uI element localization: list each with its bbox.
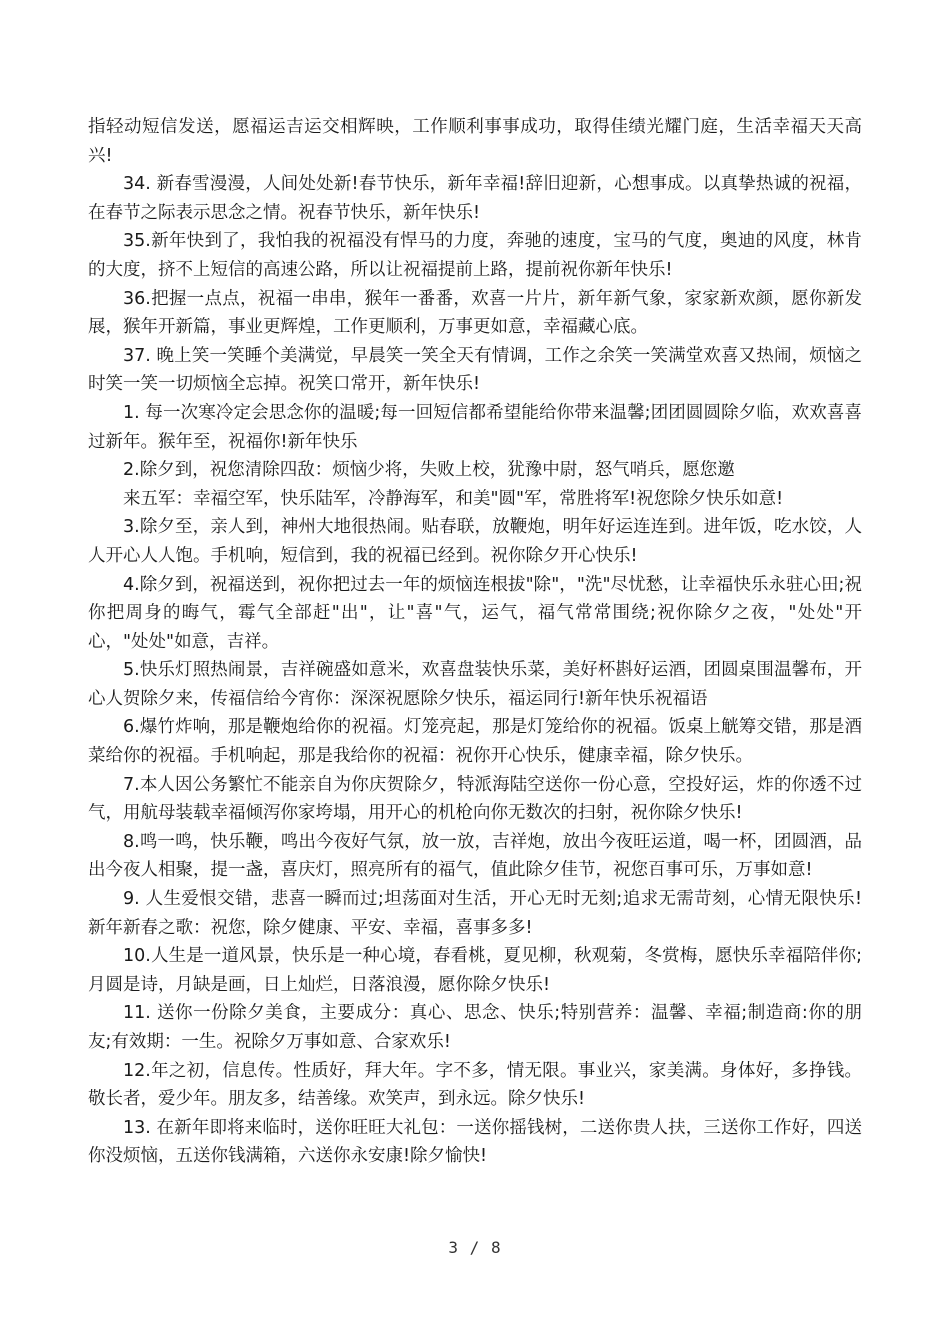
paragraph: 10.人生是一道风景，快乐是一种心境，春看桃，夏见柳，秋观菊，冬赏梅，愿快乐幸福陪伴你;月圆是诗，月缺是画，日上灿烂，日落浪漫，愿你除夕快乐! [88, 946, 862, 995]
paragraph: 34. 新春雪漫漫，人间处处新!春节快乐，新年幸福!辞旧迎新，心想事成。以真挚热诚的祝福，在春节之际表示思念之情。祝春节快乐，新年快乐! [88, 174, 862, 223]
paragraph: 2.除夕到，祝您清除四敌：烦恼少将，失败上校，犹豫中尉，怒气哨兵，愿您邀 [123, 460, 735, 481]
page-number: 3 / 8 [448, 1238, 502, 1257]
paragraph: 7.本人因公务繁忙不能亲自为你庆贺除夕，特派海陆空送你一份心意，空投好运，炸的你透不过气，用航母装载幸福倾泻你家垮塌，用开心的机枪向你无数次的扫射，祝你除夕快乐! [88, 774, 862, 824]
paragraph: 9. 人生爱恨交错，悲喜一瞬而过;坦荡面对生活，开心无时无刻;追求无需苛刻，心情无限快乐!新年新春之歌：祝您，除夕健康、平安、幸福，喜事多多! [88, 889, 862, 938]
paragraph: 37. 晚上笑一笑睡个美满觉，早晨笑一笑全天有情调，工作之余笑一笑满堂欢喜又热闹，烦恼之时笑一笑一切烦恼全忘掉。祝笑口常开，新年快乐! [88, 345, 862, 395]
paragraph: 6.爆竹炸响，那是鞭炮给你的祝福。灯笼亮起，那是灯笼给你的祝福。饭桌上觥筹交错，那是酒菜给你的祝福。手机响起，那是我给你的祝福：祝你开心快乐，健康幸福，除夕快乐。 [88, 717, 862, 767]
paragraph: 指轻动短信发送，愿福运吉运交相辉映，工作顺利事事成功，取得佳绩光耀门庭，生活幸福天天高兴! [88, 117, 862, 166]
paragraph: 35.新年快到了，我怕我的祝福没有悍马的力度，奔驰的速度，宝马的气度，奥迪的风度，林肯的大度，挤不上短信的高速公路，所以让祝福提前上路，提前祝你新年快乐! [88, 231, 862, 280]
paragraph: 8.鸣一鸣，快乐鞭，鸣出今夜好气氛，放一放，吉祥炮，放出今夜旺运道，喝一杯，团圆酒，品出今夜人相聚，提一盏，喜庆灯，照亮所有的福气，值此除夕佳节，祝您百事可乐，万事如意! [88, 831, 862, 881]
paragraph: 11. 送你一份除夕美食，主要成分：真心、思念、快乐;特别营养：温馨、幸福;制造商:你的朋友;有效期：一生。祝除夕万事如意、合家欢乐! [88, 1003, 862, 1052]
paragraph: 4.除夕到，祝福送到，祝你把过去一年的烦恼连根拔"除"，"洗"尽忧愁，让幸福快乐永驻心田;祝你把周身的晦气，霉气全部赶"出"，让"喜"气，运气，福气常常围绕;祝你除夕之夜，"处处"开心，"处处"如意，吉祥。 [88, 574, 862, 652]
document-body [88, 113, 862, 1171]
paragraph: 5.快乐灯照热闹景，吉祥碗盛如意米，欢喜盘装快乐菜，美好杯斟好运酒，团圆桌围温馨布，开心人贺除夕来，传福信给今宵你：深深祝愿除夕快乐，福运同行!新年快乐祝福语 [88, 660, 862, 709]
paragraph: 3.除夕至，亲人到，神州大地很热闹。贴春联，放鞭炮，明年好运连连到。进年饭，吃水饺，人人开心人人饱。手机响，短信到，我的祝福已经到。祝你除夕开心快乐! [88, 517, 862, 566]
paragraph: 1. 每一次寒冷定会思念你的温暖;每一回短信都希望能给你带来温馨;团团圆圆除夕临，欢欢喜喜过新年。猴年至，祝福你!新年快乐 [88, 402, 862, 452]
paragraph: 36.把握一点点，祝福一串串，猴年一番番，欢喜一片片，新年新气象，家家新欢颜，愿你新发展，猴年开新篇，事业更辉煌，工作更顺利，万事更如意，幸福藏心底。 [88, 288, 862, 338]
paragraph: 来五军：幸福空军，快乐陆军，冷静海军，和美"圆"军，常胜将军!祝您除夕快乐如意! [123, 488, 784, 509]
paragraph: 13. 在新年即将来临时，送你旺旺大礼包：一送你摇钱树，二送你贵人扶，三送你工作好，四送你没烦恼，五送你钱满箱，六送你永安康!除夕愉快! [88, 1117, 862, 1167]
paragraph: 12.年之初，信息传。性质好，拜大年。字不多，情无限。事业兴，家美满。身体好，多挣钱。敬长者，爱少年。朋友多，结善缘。欢笑声，到永远。除夕快乐! [88, 1060, 862, 1110]
